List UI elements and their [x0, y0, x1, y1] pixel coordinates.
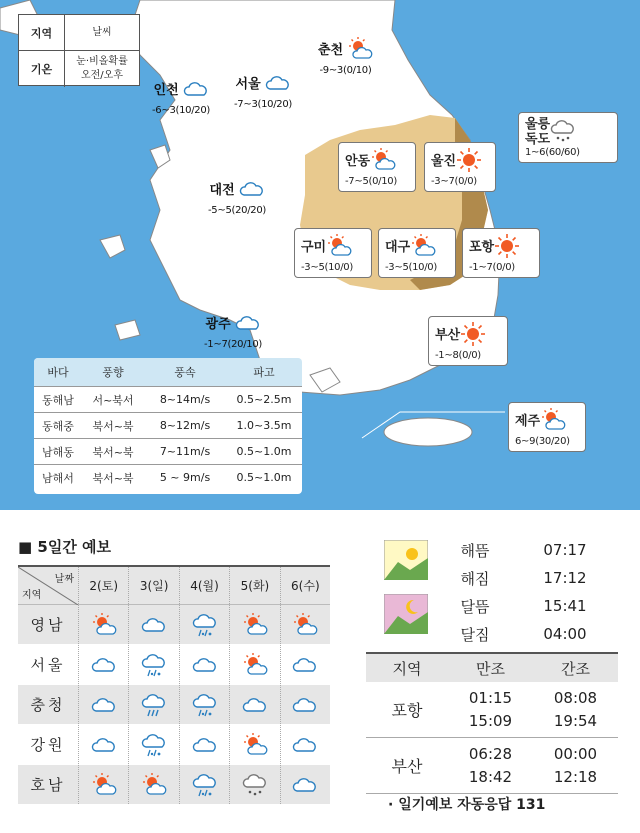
tide-row [366, 738, 618, 794]
cloud-icon [78, 645, 128, 684]
city-prob: (20/10) [227, 339, 263, 350]
sea-cell: 서~북서 [92, 393, 134, 407]
cloud-icon [229, 685, 279, 724]
cloud-icon [78, 685, 128, 724]
city-name: 울진 [431, 154, 457, 169]
city-daegu [378, 228, 456, 278]
map-legend [18, 14, 140, 86]
city-prob: (0/10) [368, 176, 397, 187]
tide-header-cell: 만조 [476, 659, 505, 678]
city-temp: -1~7 [469, 262, 493, 273]
sun-cloud-icon [229, 645, 279, 684]
forecast-corner [18, 567, 78, 604]
moonrise-moonset-icon [384, 594, 428, 634]
city-prob: (20/20) [231, 205, 267, 216]
city-prob: (60/60) [545, 147, 580, 158]
city-temp: -6~3 [152, 105, 176, 116]
rain-snow-icon [179, 765, 229, 804]
city-temp: -3~7 [431, 176, 455, 187]
legend-rain-prob: 눈·비올확률 [76, 56, 128, 67]
cloud-icon [179, 645, 229, 684]
forecast-body [18, 605, 330, 805]
sun-cloud-icon [347, 36, 373, 65]
sea-header-cell: 풍향 [102, 366, 124, 379]
tide-table [366, 652, 618, 794]
forecast-day: 5(화) [229, 567, 279, 604]
rain-snow-icon [128, 725, 178, 764]
legend-temp: 기온 [19, 51, 65, 87]
city-gwangju [204, 310, 262, 350]
sun-icon [460, 321, 486, 350]
city-ulleung [518, 112, 618, 163]
city-prob: (0/0) [458, 350, 481, 361]
forecast-table [18, 565, 330, 805]
forecast-region: 충청 [30, 696, 66, 714]
city-chuncheon [318, 36, 373, 76]
sea-row [34, 464, 302, 490]
city-prob: (0/0) [454, 176, 477, 187]
rain-snow-icon [128, 645, 178, 684]
city-temp: -9~3 [319, 65, 343, 76]
tide-high: 06:28 [468, 744, 513, 763]
sea-header-cell: 파고 [253, 366, 275, 379]
city-prob: (10/0) [324, 262, 353, 273]
sea-table [34, 358, 302, 494]
sun-moon-times [372, 536, 624, 648]
tide-row [366, 682, 618, 738]
sea-row [34, 386, 302, 412]
city-temp: 6~9 [515, 436, 536, 447]
city-andong [338, 142, 416, 192]
sun-cloud-icon [78, 605, 128, 644]
sea-cell: 남해동 [42, 445, 74, 459]
island [115, 320, 140, 340]
moonset-label: 달짐 [460, 625, 490, 644]
city-prob: (30/20) [535, 436, 570, 447]
corner-date-label: 날짜 [54, 574, 74, 585]
city-temp: -3~5 [301, 262, 325, 273]
city-name: 춘천 [318, 43, 344, 58]
cloud-icon [128, 605, 178, 644]
city-daejeon [208, 176, 266, 216]
sea-header [34, 358, 302, 386]
tide-region: 포항 [391, 701, 423, 720]
cloud-icon [183, 76, 209, 105]
sea-header-cell: 풍속 [174, 366, 196, 379]
sea-cell: 0.5~1.0m [236, 445, 292, 458]
city-temp: 1~6 [525, 147, 546, 158]
sea-cell: 남해서 [42, 471, 74, 485]
city-temp: -1~8 [435, 350, 459, 361]
city-temp: -7~5 [345, 176, 369, 187]
cloud-icon [78, 725, 128, 764]
sun-cloud-icon [540, 407, 566, 436]
sun-cloud-icon [229, 725, 279, 764]
sea-cell: 1.0~3.5m [236, 419, 292, 432]
sunset-label: 해짐 [460, 569, 490, 588]
sun-cloud-icon [326, 233, 352, 262]
forecast-day: 6(수) [280, 567, 330, 604]
legend-am-pm: 오전/오후 [80, 70, 123, 81]
sun-cloud-icon [370, 147, 396, 176]
city-name: 광주 [205, 317, 231, 332]
cloud-icon [239, 176, 265, 205]
cloud-icon [280, 645, 330, 684]
rain-snow-icon [179, 605, 229, 644]
corner-region-label: 지역 [22, 590, 42, 601]
city-jeju [508, 402, 586, 452]
sea-row [34, 412, 302, 438]
city-temp: -5~5 [208, 205, 232, 216]
city-prob: (10/0) [408, 262, 437, 273]
sea-row [34, 438, 302, 464]
city-busan [428, 316, 508, 366]
moonrise-label: 달뜸 [460, 597, 490, 616]
city-gumi [294, 228, 372, 278]
tide-header-cell: 지역 [392, 659, 422, 678]
forecast-day: 3(일) [128, 567, 178, 604]
auto-response-note: · 일기예보 자동응답 131 [388, 797, 546, 813]
sea-cell: 8~12m/s [159, 419, 211, 432]
rain-snow-icon [179, 685, 229, 724]
city-name: 부산 [435, 328, 461, 343]
cloud-icon [280, 725, 330, 764]
city-name: 구미 [301, 240, 327, 255]
city-name: 포항 [469, 240, 495, 255]
sea-cell: 동해남 [42, 393, 74, 407]
sea-cell: 북서~북 [92, 445, 134, 459]
city-name: 독도 [525, 132, 551, 147]
moonset-time: 04:00 [543, 625, 587, 643]
city-name: 대전 [209, 183, 235, 198]
sun-cloud-icon [229, 605, 279, 644]
city-uljin [424, 142, 496, 192]
snow-cloud-icon [550, 118, 576, 147]
forecast-title: ■ 5일간 예보 [18, 538, 112, 556]
tide-low: 00:00 [553, 744, 598, 763]
tide-region: 부산 [391, 757, 423, 776]
city-name: 안동 [345, 154, 371, 169]
city-prob: (0/0) [492, 262, 515, 273]
forecast-day: 2(토) [78, 567, 128, 604]
sun-cloud-icon [78, 765, 128, 804]
city-name: 제주 [515, 414, 541, 429]
sea-cell: 0.5~2.5m [236, 393, 292, 406]
moonrise-time: 15:41 [543, 597, 587, 615]
forecast-row [18, 765, 330, 805]
sun-cloud-icon [410, 233, 436, 262]
forecast-header [18, 567, 330, 605]
cloud-icon [235, 310, 261, 339]
sun-cloud-icon [128, 765, 178, 804]
cloud-icon [179, 725, 229, 764]
city-name: 서울 [235, 77, 261, 92]
sunrise-sunset-icon [384, 540, 428, 580]
city-pohang [462, 228, 540, 278]
city-name: 울릉 [525, 117, 551, 132]
forecast-day: 4(월) [179, 567, 229, 604]
sun-icon [494, 233, 520, 262]
cloud-icon [265, 70, 291, 99]
city-prob: (0/10) [343, 65, 372, 76]
tide-low: 08:08 [553, 688, 598, 707]
forecast-region: 호남 [30, 776, 66, 794]
forecast-row [18, 685, 330, 725]
forecast-region: 영남 [30, 616, 66, 634]
jeju-island [384, 418, 472, 446]
tide-high: 15:09 [468, 711, 513, 730]
sea-cell: 북서~북 [92, 419, 134, 433]
snow-cloud-icon [229, 765, 279, 804]
forecast-row [18, 645, 330, 685]
city-temp: -3~5 [385, 262, 409, 273]
sunset-time: 17:12 [543, 569, 587, 587]
rain-icon [128, 685, 178, 724]
sun-cloud-icon [280, 605, 330, 644]
sea-cell: 5 ~ 9m/s [159, 471, 211, 484]
sea-cell: 북서~북 [92, 471, 134, 485]
forecast-row [18, 725, 330, 765]
city-prob: (10/20) [257, 99, 293, 110]
sun-icon [456, 147, 482, 176]
forecast-row [18, 605, 330, 645]
legend-region: 지역 [19, 15, 65, 50]
city-seoul [234, 70, 292, 110]
island [100, 235, 125, 258]
tide-high: 01:15 [468, 688, 513, 707]
sunrise-label: 해뜸 [460, 541, 490, 560]
city-name: 인천 [153, 83, 179, 98]
forecast-region: 서울 [30, 656, 66, 674]
tide-high: 18:42 [468, 767, 513, 786]
tide-low: 19:54 [553, 711, 598, 730]
tide-header-cell: 간조 [561, 659, 590, 678]
tide-header [366, 652, 618, 682]
city-temp: -7~3 [234, 99, 258, 110]
sea-header-cell: 바다 [47, 366, 69, 379]
sea-cell: 동해중 [42, 419, 74, 433]
cloud-icon [280, 685, 330, 724]
sea-cell: 0.5~1.0m [236, 471, 292, 484]
city-incheon [152, 76, 210, 116]
tide-low: 12:18 [553, 767, 598, 786]
city-prob: (10/20) [175, 105, 211, 116]
cloud-icon [280, 765, 330, 804]
legend-weather: 날씨 [92, 26, 112, 38]
sunrise-time: 07:17 [543, 541, 587, 559]
city-name: 대구 [385, 240, 411, 255]
sea-cell: 7~11m/s [159, 445, 211, 458]
city-temp: -1~7 [204, 339, 228, 350]
five-day-forecast [18, 536, 330, 805]
sea-cell: 8~14m/s [159, 393, 211, 406]
forecast-region: 강원 [30, 736, 66, 754]
